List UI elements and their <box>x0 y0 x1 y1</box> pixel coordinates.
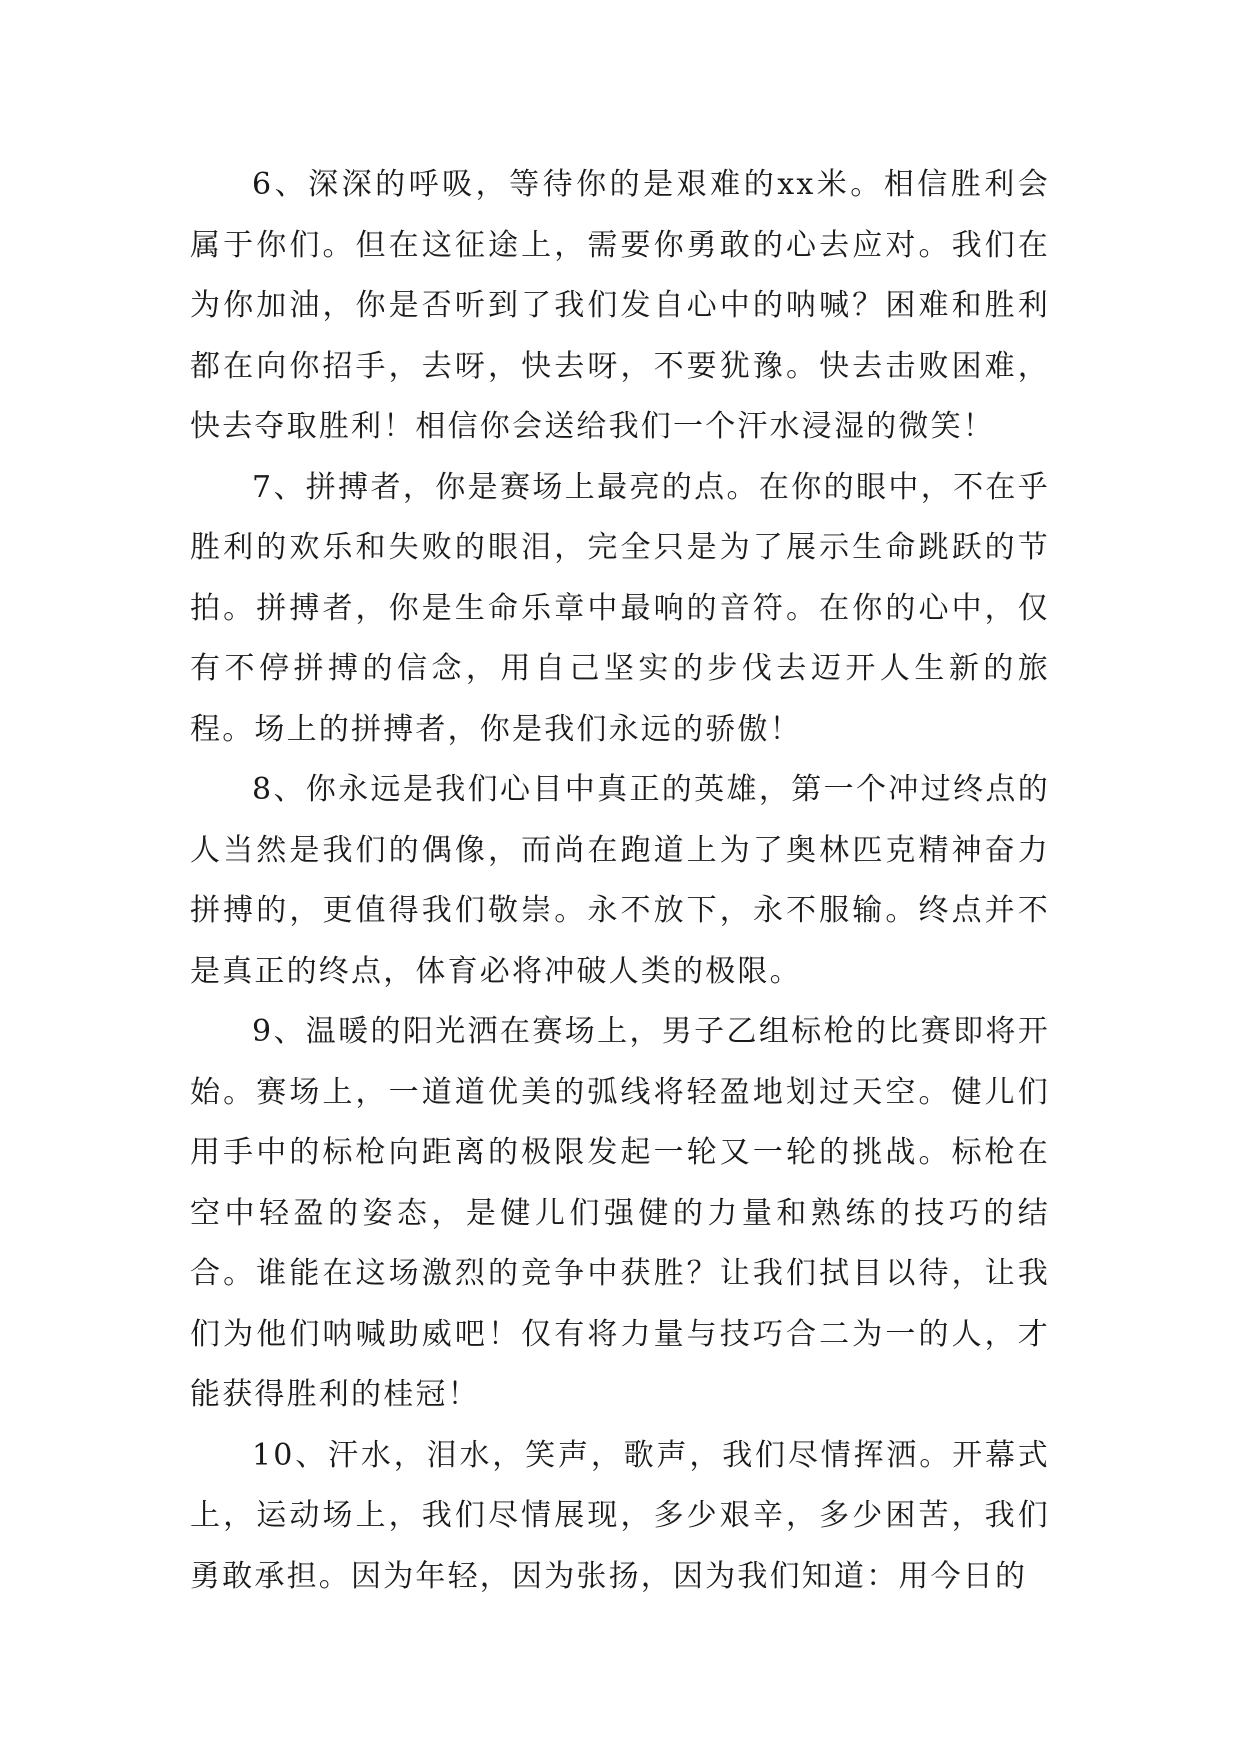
paragraph-7: 7、拼搏者，你是赛场上最亮的点。在你的眼中，不在乎胜利的欢乐和失败的眼泪，完全只是为了展示生命跳跃的节拍。拼搏者，你是生命乐章中最响的音符。在你的心中，仅有不停拼搏的信念，用自己坚实的步伐去迈开人生新的旅程。场上的拼搏者，你是我们永远的骄傲！ <box>190 469 1050 747</box>
body-text <box>190 155 1050 1607</box>
paragraph-6: 6、深深的呼吸，等待你的是艰难的xx米。相信胜利会属于你们。但在这征途上，需要你勇敢的心去应对。我们在为你加油，你是否听到了我们发自心中的呐喊？困难和胜利都在向你招手，去呀，快去呀，不要犹豫。快去击败困难，快去夺取胜利！相信你会送给我们一个汗水浸湿的微笑！ <box>190 167 1050 444</box>
paragraph-8: 8、你永远是我们心目中真正的英雄，第一个冲过终点的人当然是我们的偶像，而尚在跑道上为了奥林匹克精神奋力拼搏的，更值得我们敬崇。永不放下，永不服输。终点并不是真正的终点，体育必将冲破人类的极限。 <box>190 772 1050 989</box>
paragraph-9: 9、温暖的阳光洒在赛场上，男子乙组标枪的比赛即将开始。赛场上，一道道优美的弧线将轻盈地划过天空。健儿们用手中的标枪向距离的极限发起一轮又一轮的挑战。标枪在空中轻盈的姿态，是健儿们强健的力量和熟练的技巧的结合。谁能在这场激烈的竞争中获胜？让我们拭目以待，让我们为他们呐喊助威吧！仅有将力量与技巧合二为一的人，才能获得胜利的桂冠！ <box>190 1014 1050 1412</box>
paragraph-10: 10、汗水，泪水，笑声，歌声，我们尽情挥洒。开幕式上，运动场上，我们尽情展现，多少艰辛，多少困苦，我们勇敢承担。因为年轻，因为张扬，因为我们知道：用今日的 <box>190 1437 1050 1594</box>
